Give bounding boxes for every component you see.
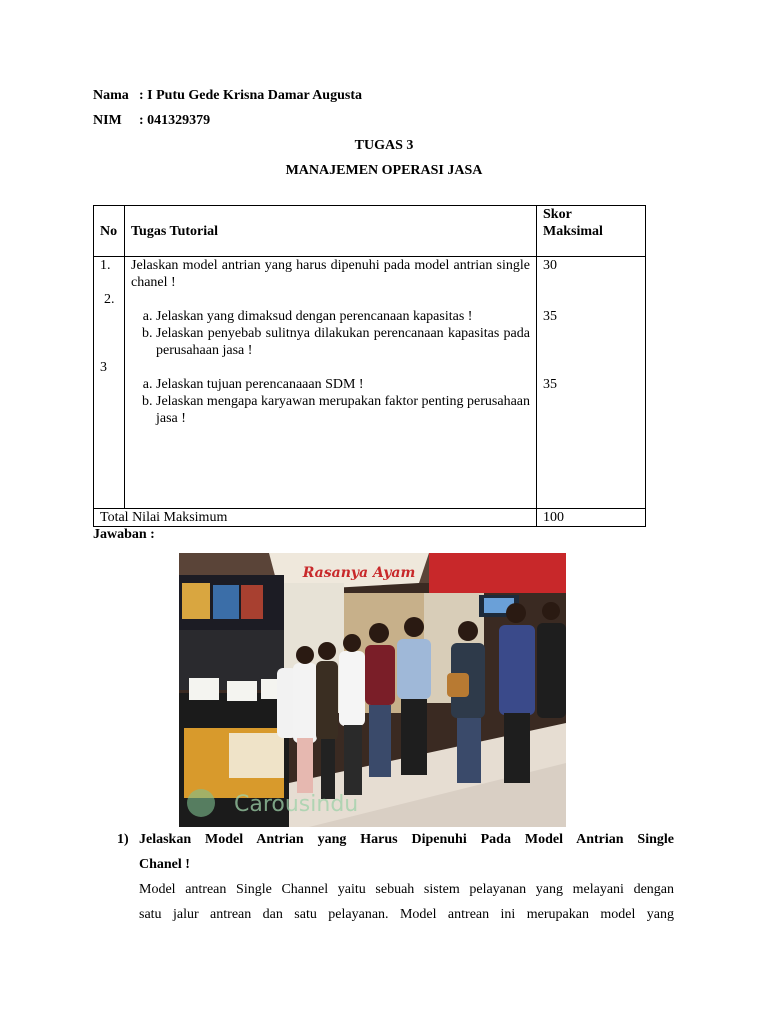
task-column xyxy=(125,257,537,509)
header-score-line2: Maksimal xyxy=(543,224,603,239)
header-score xyxy=(537,206,646,257)
table-header-row xyxy=(94,206,646,257)
answer-1-paragraph-line2: satu jalur antrean dan satu pelayanan. Model antrean ini merupakan model yang xyxy=(139,907,674,922)
task-1-text: Jelaskan model antrian yang harus dipenuhi pada model antrian single chanel ! xyxy=(131,258,530,291)
score-2: 35 xyxy=(543,309,557,325)
header-task: Tugas Tutorial xyxy=(125,206,537,257)
name-line xyxy=(93,88,362,104)
row-number-1: 1. xyxy=(100,258,111,274)
assignment-title: TUGAS 3 xyxy=(354,138,414,153)
task-3a-text: a. Jelaskan tujuan perencanaaan SDM ! xyxy=(156,376,530,393)
score-column xyxy=(537,257,646,509)
name-label: Nama xyxy=(93,88,129,103)
task-3b-text: b. Jelaskan mengapa karyawan merupakan faktor penting perusahaan jasa ! xyxy=(156,393,530,427)
task-table xyxy=(93,205,646,527)
row-number-3: 3 xyxy=(100,360,107,376)
name-value: : I Putu Gede Krisna Damar Augusta xyxy=(139,88,362,103)
nim-line xyxy=(93,113,210,129)
course-title: MANAJEMEN OPERASI JASA xyxy=(285,163,483,178)
header-score-line1: Skor xyxy=(543,207,572,222)
score-3: 35 xyxy=(543,377,557,393)
row-number-2: 2. xyxy=(104,292,115,308)
task-2-list xyxy=(131,308,530,359)
score-1: 30 xyxy=(543,258,557,274)
answers-label: Jawaban : xyxy=(93,527,155,542)
task-2b-text: b. Jelaskan penyebab sulitnya dilakukan perencanaan kapasitas pada perusahaan jasa ! xyxy=(156,325,530,359)
nim-label: NIM xyxy=(93,113,122,128)
total-value: 100 xyxy=(537,509,646,527)
no-column xyxy=(94,257,125,509)
watermark-text: Carousindu xyxy=(234,792,359,817)
header-no: No xyxy=(94,206,125,257)
queue-photo xyxy=(179,553,566,827)
table-body-row xyxy=(94,257,646,509)
total-row xyxy=(94,509,646,527)
answer-1-number: 1) xyxy=(117,832,129,847)
sign-text: Rasanya Ayam xyxy=(302,565,416,581)
answer-1-question-line1: Jelaskan Model Antrian yang Harus Dipenuhi Pada Model Antrian Single xyxy=(139,832,674,847)
answer-1-question-line2: Chanel ! xyxy=(139,857,190,872)
task-2a-text: a. Jelaskan yang dimaksud dengan perencanaan kapasitas ! xyxy=(156,308,530,325)
nim-value: : 041329379 xyxy=(139,113,211,128)
task-3-list xyxy=(131,376,530,427)
answer-1-paragraph-line1: Model antrean Single Channel yaitu sebuah sistem pelayanan yang melayani dengan xyxy=(139,882,674,897)
total-label: Total Nilai Maksimum xyxy=(94,509,537,527)
